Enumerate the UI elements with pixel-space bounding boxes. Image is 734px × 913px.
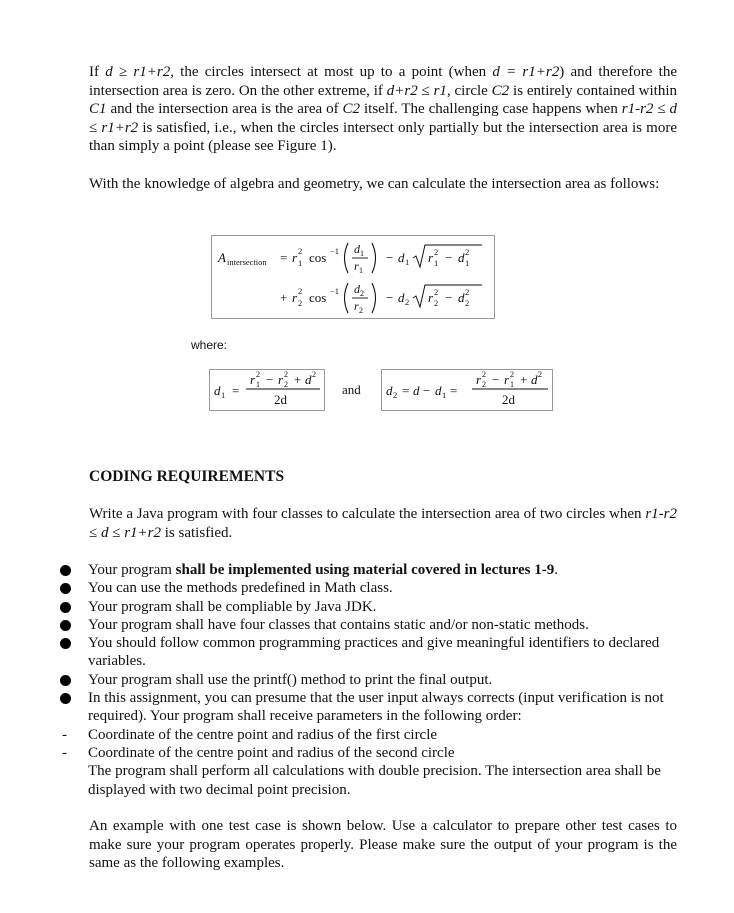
denominator: 2d [274,392,287,407]
minus-sign: − [266,372,274,387]
subscript: 1 [298,258,303,268]
r-symbol: r [292,250,298,265]
subscript: 2 [434,298,439,308]
d-symbol: d [354,282,360,296]
superscript: 2 [298,246,303,256]
text: , the circles intersect at most up to a point (when [170,64,493,80]
circle-name: C2 [491,82,510,99]
intro-paragraph [89,63,677,156]
superscript: 2 [538,370,542,379]
d-symbol: d [398,250,405,265]
superscript: 2 [482,370,486,379]
text: itself. The challenging case happens when [360,101,622,118]
subscript: 1 [359,266,363,275]
equals-sign: = [280,250,288,265]
superscript: 2 [312,370,316,379]
plus-sign: + [294,372,302,387]
and-text: and [342,382,361,397]
d1-formula [209,369,325,411]
text: is satisfied. [161,524,233,541]
text: is satisfied, i.e., when the circles intersect only partially but the intersection area is more than simply a point (please see Figure 1). [89,119,677,155]
d-symbol: d [386,383,393,398]
left-paren [345,283,349,313]
text: Coordinate of the centre point and radius of the first circle [88,726,438,743]
bullet-icon [60,565,71,576]
text: Write a Java program with four classes to calculate the intersection area of two circles when [89,506,646,522]
condition-text: d ≥ r1+r2 [105,64,171,80]
subscript: 2 [405,297,410,307]
circle-name: C2 [342,101,361,118]
list-item [60,634,680,671]
equals-sign: = [402,383,410,398]
area-subscript: intersection [227,257,267,267]
subscript: 1 [405,257,410,267]
list-item [60,616,680,634]
method-paragraph: With the knowledge of algebra and geometry, we can calculate the intersection area as follows: [89,176,660,192]
d-symbol: d [354,242,360,256]
subscript: 2 [393,390,398,400]
d-symbol: d [398,290,405,305]
text: Your program [88,562,176,578]
text: , circle [446,82,492,99]
example-paragraph: An example with one test case is shown below. Use a calculator to prepare other test cases to make sure your program operates properly. Please make sure the output of your program is the same as the following examples. [89,818,677,872]
subscript: 2 [465,298,470,308]
r-symbol: r [428,290,434,305]
bullet-icon [60,583,71,594]
where-label: where: [191,338,228,352]
area-symbol: A [218,250,226,265]
superscript: 2 [465,247,470,257]
r-symbol: r [428,250,434,265]
minus-sign: − [492,372,500,387]
d-symbol: d [305,372,312,387]
subscript: 1 [465,258,470,268]
subscript: 2 [284,380,288,389]
text: . [554,562,558,578]
requirements-list [60,561,680,799]
text: and the intersection area is the area of [106,101,343,118]
cos-text: cos [309,250,327,265]
r-symbol: r [278,372,284,387]
subscript: 1 [221,390,226,400]
bold-text: shall be implemented using material covered in lectures 1-9 [175,562,555,578]
text: Your program shall use the printf() method to print the final output. [88,671,493,688]
bullet-icon [60,693,71,704]
text: In this assignment, you can presume that the user input always corrects (input verification is not required). Your program shall receive parameters in the following order: [88,690,664,725]
d-symbol: d [413,383,420,398]
plus-sign: + [280,290,288,305]
r-symbol: r [292,290,298,305]
text: If [89,64,106,80]
precision-note: The program shall perform all calculations with double precision. The intersection area shall be displayed with two decimal point precision. [88,763,661,798]
d-symbol: d [214,383,221,398]
cos-text: cos [309,290,327,305]
circle-name: C1 [89,101,107,118]
text: You should follow common programming practices and give meaningful identifiers to declared variables. [88,635,660,670]
d-symbol: d [531,372,538,387]
subscript: 1 [510,380,514,389]
d-symbol: d [435,383,442,398]
list-item [60,598,680,616]
condition-text: d+r2 ≤ r1 [386,82,447,99]
superscript: 2 [298,286,303,296]
denominator: 2d [502,392,515,407]
subscript: 2 [360,289,364,298]
condition-text: r1-r2 ≤ d ≤ r1+r2 [89,506,677,541]
left-paren [345,243,349,273]
r-symbol: r [354,299,359,313]
bullet-icon [60,675,71,686]
bullet-icon [60,602,71,613]
text: is entirely contained within [509,82,677,99]
d-symbol: d [458,290,465,305]
inverse-superscript: −1 [330,286,340,296]
text: Your program shall have four classes that contains static and/or non-static methods. [88,616,589,633]
d2-formula [381,369,553,411]
superscript: 2 [434,287,439,297]
task-paragraph [89,505,677,542]
text: You can use the methods predefined in Math class. [88,580,393,597]
inverse-superscript: −1 [330,246,340,256]
r-symbol: r [354,259,359,273]
dash-item [60,726,680,744]
minus-sign: − [386,290,394,305]
list-item [60,561,680,579]
superscript: 2 [434,247,439,257]
minus-sign: − [445,290,453,305]
equals-sign: = [232,383,240,398]
condition-text: r1-r2 ≤ d ≤ r1+r2 [89,101,677,136]
minus-sign: − [445,250,453,265]
superscript: 2 [284,370,288,379]
minus-sign: − [423,383,431,398]
subscript: 2 [482,380,486,389]
text: Your program shall be compliable by Java JDK. [88,598,377,615]
subscript: 1 [442,390,447,400]
subscript: 1 [256,380,260,389]
list-item [60,579,680,597]
equals-sign: = [450,383,458,398]
superscript: 2 [465,287,470,297]
minus-sign: − [386,250,394,265]
text: Coordinate of the centre point and radius of the second circle [88,744,455,761]
subscript: 2 [298,298,303,308]
right-paren [372,283,376,313]
coding-requirements-heading: CODING REQUIREMENTS [89,468,285,485]
dash-icon: - [62,726,67,743]
dash-item [60,744,680,762]
subscript: 1 [360,249,364,258]
right-paren [372,243,376,273]
r-symbol: r [250,372,256,387]
r-symbol: r [476,372,482,387]
condition-text: d = r1+r2 [492,64,560,80]
intersection-area-formula [211,235,495,319]
plus-sign: + [520,372,528,387]
subscript: 1 [434,258,439,268]
r-symbol: r [504,372,510,387]
list-item [60,671,680,689]
superscript: 2 [510,370,514,379]
text: ) and therefore the intersection area is zero. On the other extreme, if [89,64,677,99]
bullet-icon [60,620,71,631]
d-symbol: d [458,250,465,265]
list-item [60,689,680,726]
bullet-icon [60,638,71,649]
superscript: 2 [256,370,260,379]
dash-icon: - [62,744,67,761]
subscript: 2 [359,306,363,315]
